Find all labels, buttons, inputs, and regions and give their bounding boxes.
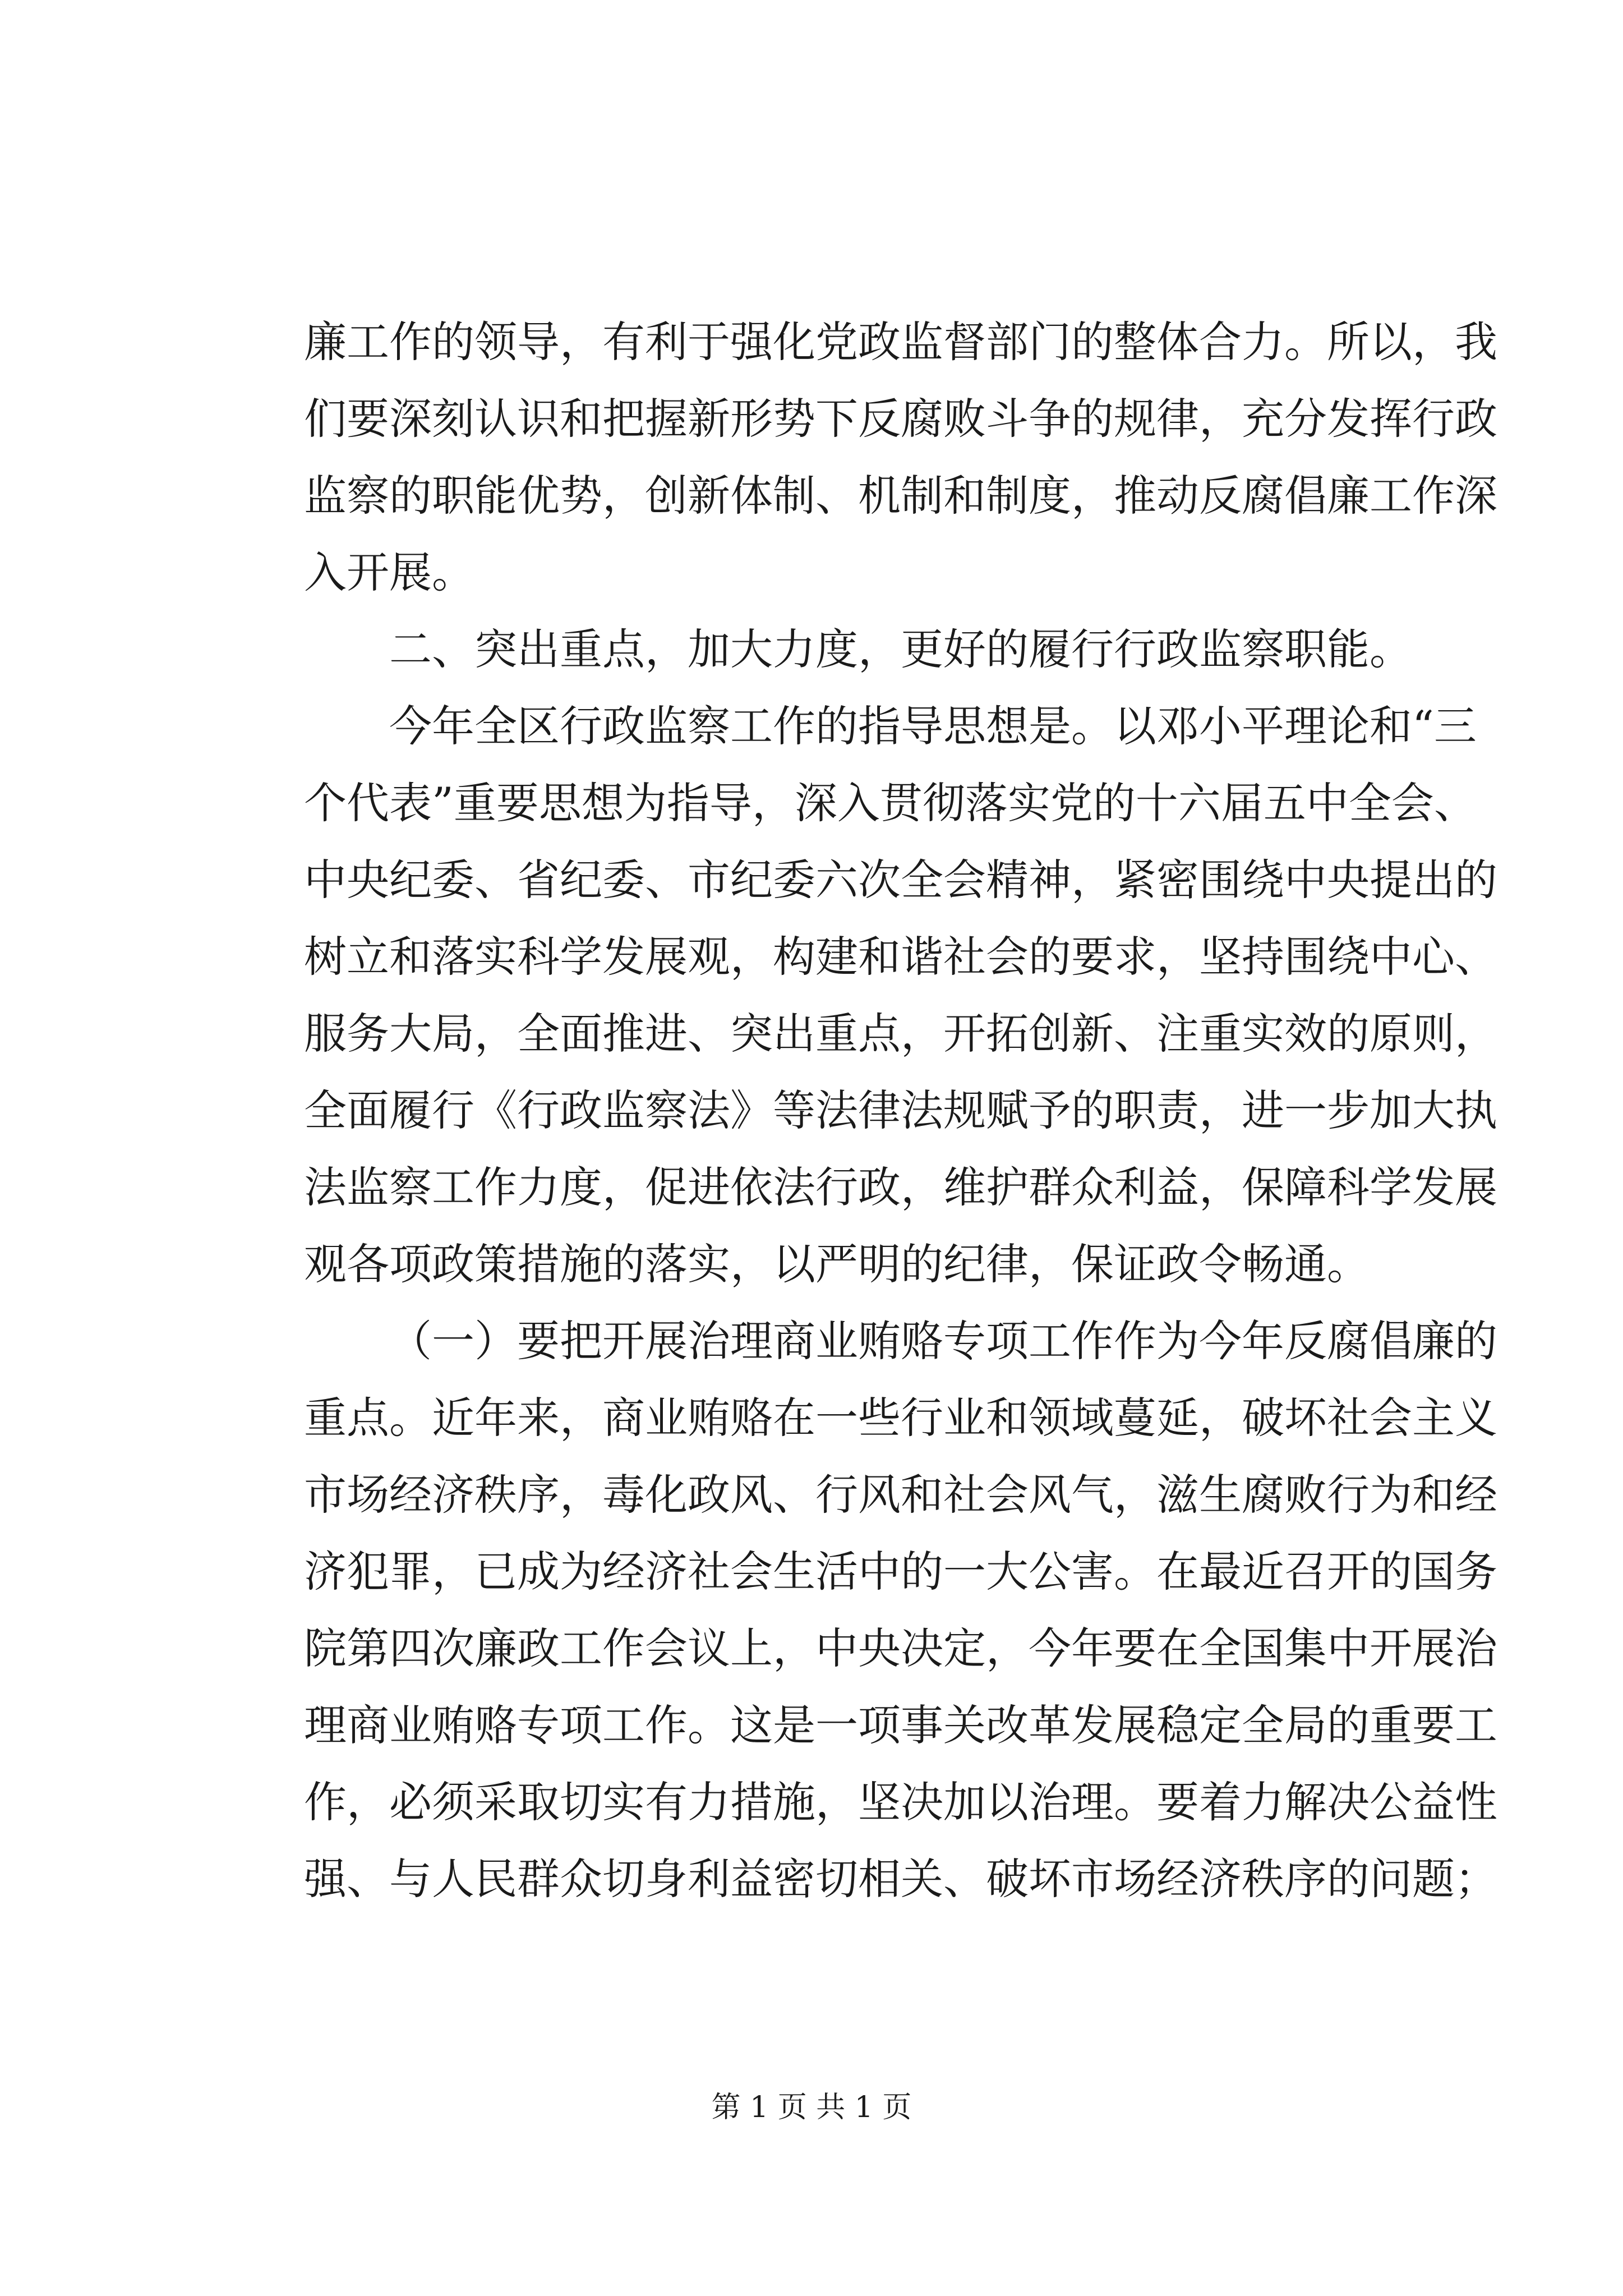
text-line: 服务大局，全面推进、突出重点，开拓创新、注重实效的原则， bbox=[304, 1009, 1497, 1059]
text-line: 们要深刻认识和把握新形势下反腐败斗争的规律，充分发挥行政 bbox=[304, 394, 1497, 444]
page-number-footer: 第 1 页 共 1 页 bbox=[711, 2091, 912, 2124]
text-line: 法监察工作力度，促进依法行政，维护群众利益，保障科学发展 bbox=[304, 1162, 1497, 1212]
text-line: 强、与人民群众切身利益密切相关、破坏市场经济秩序的问题； bbox=[304, 1854, 1497, 1904]
text-line: 廉工作的领导，有利于强化党政监督部门的整体合力。所以，我 bbox=[304, 317, 1497, 367]
text-line: 重点。近年来，商业贿赂在一些行业和领域蔓延，破坏社会主义 bbox=[304, 1393, 1497, 1443]
text-line: 济犯罪，已成为经济社会生活中的一大公害。在最近召开的国务 bbox=[304, 1547, 1497, 1596]
text-line: 作，必须采取切实有力措施，坚决加以治理。要着力解决公益性 bbox=[304, 1777, 1497, 1827]
section-heading: 二、突出重点，加大力度，更好的履行行政监察职能。 bbox=[389, 624, 1412, 674]
text-line: 入开展。 bbox=[304, 547, 474, 597]
text-line: 院第四次廉政工作会议上，中央决定，今年要在全国集中开展治 bbox=[304, 1623, 1497, 1673]
text-line: 今年全区行政监察工作的指导思想是。以邓小平理论和“三 bbox=[389, 701, 1477, 751]
text-line: 监察的职能优势，创新体制、机制和制度，推动反腐倡廉工作深 bbox=[304, 471, 1497, 521]
text-line: 个代表”重要思想为指导，深入贯彻落实党的十六届五中全会、 bbox=[304, 778, 1477, 828]
text-line: 观各项政策措施的落实，以严明的纪律，保证政令畅通。 bbox=[304, 1239, 1370, 1289]
text-line: 全面履行《行政监察法》等法律法规赋予的职责，进一步加大执 bbox=[304, 1085, 1497, 1135]
text-line: 中央纪委、省纪委、市纪委六次全会精神，紧密围绕中央提出的 bbox=[304, 855, 1497, 905]
text-line: 树立和落实科学发展观，构建和谐社会的要求，坚持围绕中心、 bbox=[304, 932, 1497, 982]
text-line: 市场经济秩序，毒化政风、行风和社会风气，滋生腐败行为和经 bbox=[304, 1470, 1497, 1520]
text-line: 理商业贿赂专项工作。这是一项事关改革发展稳定全局的重要工 bbox=[304, 1700, 1497, 1750]
subsection-heading: （一）要把开展治理商业贿赂专项工作作为今年反腐倡廉的 bbox=[389, 1316, 1497, 1366]
